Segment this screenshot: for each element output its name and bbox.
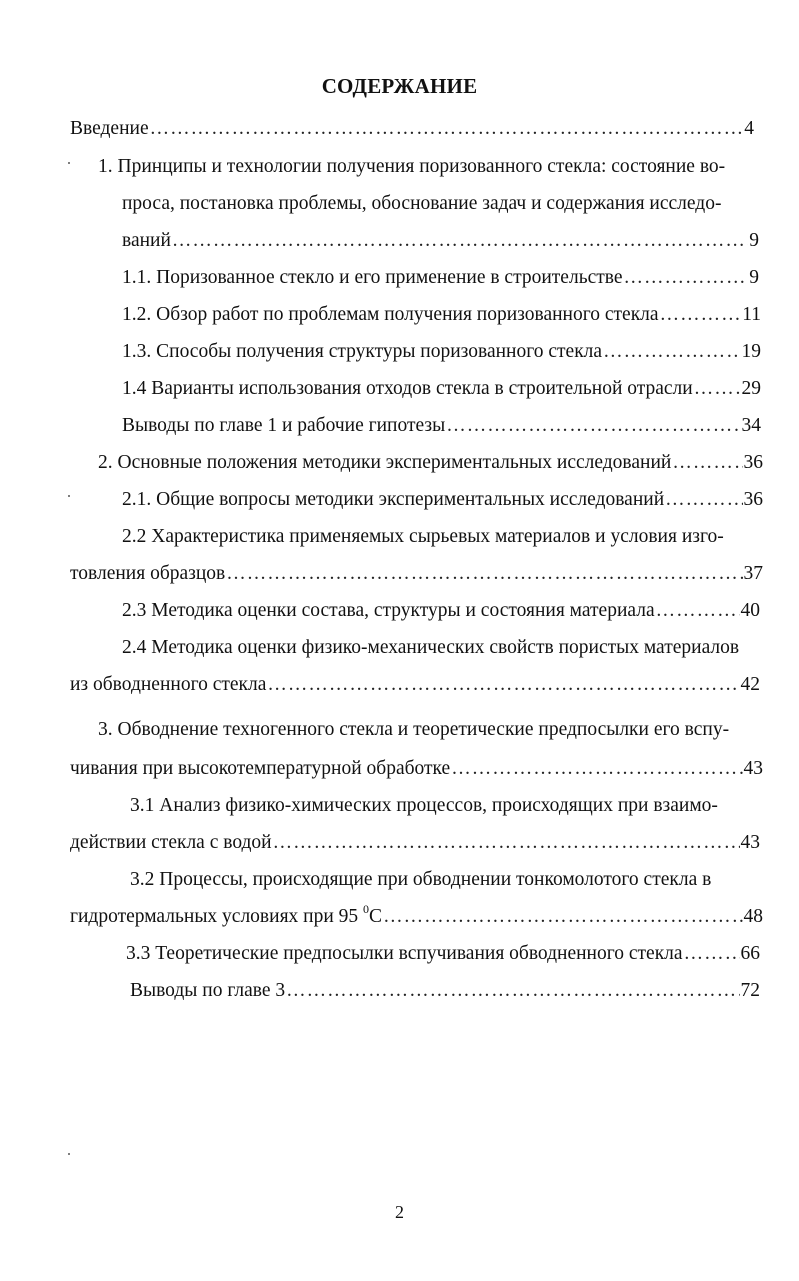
dot-leader	[286, 979, 739, 1003]
dot-leader	[451, 757, 742, 781]
toc-entry-1-1[interactable]	[122, 266, 759, 290]
toc-page-number: 43	[740, 832, 760, 853]
dot-leader	[273, 831, 740, 855]
toc-entry-label	[70, 901, 383, 929]
toc-entry-2-2[interactable]	[70, 562, 763, 586]
toc-page-number: 9	[749, 267, 759, 288]
toc-entry-1-4[interactable]	[122, 377, 761, 401]
toc-page-number: 19	[741, 341, 761, 362]
scan-speck	[68, 162, 70, 164]
toc-entry-chapter-2[interactable]	[98, 451, 763, 475]
toc-entry-1-3[interactable]	[122, 340, 761, 364]
toc-entry-chapter-3[interactable]	[70, 757, 763, 781]
toc-chapter-1-line-2[interactable]: проса, постановка проблемы, обоснование задач и содержания исследо-	[122, 193, 722, 214]
dot-leader	[665, 488, 742, 512]
toc-entry-1-2[interactable]	[122, 303, 761, 327]
toc-page-number: 40	[740, 600, 760, 621]
dot-leader	[672, 451, 742, 475]
toc-entry-2-3[interactable]	[122, 599, 760, 623]
toc-page-number: 36	[743, 452, 763, 473]
toc-page-number: 29	[741, 378, 761, 399]
dot-leader	[660, 303, 742, 327]
dot-leader	[383, 905, 742, 929]
toc-page-number: 48	[743, 906, 763, 927]
page-number: 2	[395, 1202, 404, 1222]
toc-entry-chapter-1[interactable]	[122, 229, 759, 253]
toc-entry-label: 3.3 Теоретические предпосылки вспучивания обводненного стекла	[126, 943, 683, 964]
toc-page-number: 36	[743, 489, 763, 510]
toc-entry-3-2[interactable]	[70, 901, 763, 929]
scan-speck	[68, 1153, 70, 1155]
toc-entry-label: Выводы по главе 1 и рабочие гипотезы	[122, 415, 446, 436]
toc-entry-label-text: гидротермальных условиях при 95	[70, 906, 364, 927]
dot-leader	[603, 340, 740, 364]
toc-entry-label: действии стекла с водой	[70, 832, 272, 853]
toc-entry-conclusions-1[interactable]	[122, 414, 761, 438]
scan-speck	[68, 495, 70, 497]
dot-leader	[150, 117, 744, 141]
dot-leader	[446, 414, 740, 438]
dot-leader	[226, 562, 742, 586]
dot-leader	[684, 942, 740, 966]
toc-page-number: 42	[740, 674, 760, 695]
toc-entry-label: 2.3 Методика оценки состава, структуры и состояния материала	[122, 600, 655, 621]
toc-page-number: 11	[742, 304, 761, 325]
dot-leader	[656, 599, 740, 623]
toc-section-2-2-line-1[interactable]: 2.2 Характеристика применяемых сырьевых материалов и условия изго-	[122, 526, 724, 547]
toc-page-number: 34	[741, 415, 761, 436]
toc-entry-label-unit: С	[369, 906, 383, 927]
toc-entry-label: товления образцов	[70, 563, 226, 584]
toc-entry-label: Введение	[70, 118, 149, 139]
page-title: СОДЕРЖАНИЕ	[321, 74, 478, 98]
dot-leader	[624, 266, 749, 290]
toc-entry-label: из обводненного стекла	[70, 674, 267, 695]
toc-entry-label: Выводы по главе 3	[130, 980, 286, 1001]
toc-entry-label: 2. Основные положения методики экспериментальных исследований	[98, 452, 672, 473]
toc-entry-label: ваний	[122, 230, 171, 251]
toc-section-3-2-line-1[interactable]: 3.2 Процессы, происходящие при обводнении тонкомолотого стекла в	[130, 869, 712, 890]
toc-page-number: 37	[743, 563, 763, 584]
toc-entry-3-3[interactable]	[126, 942, 760, 966]
toc-entry-label: 1.2. Обзор работ по проблемам получения поризованного стекла	[122, 304, 659, 325]
toc-page-number: 66	[740, 943, 760, 964]
toc-page-number: 43	[743, 758, 763, 779]
toc-chapter-3-line-1[interactable]: 3. Обводнение техногенного стекла и теоретические предпосылки его вспу-	[98, 719, 730, 740]
toc-page-number: 4	[744, 118, 754, 139]
toc-entry-label: чивания при высокотемпературной обработке	[70, 758, 451, 779]
toc-page-number: 72	[740, 980, 760, 1001]
toc-entry-2-1[interactable]	[122, 488, 763, 512]
toc-entry-label: 1.4 Варианты использования отходов стекла в строительной отрасли	[122, 378, 693, 399]
toc-entry-2-4[interactable]	[70, 673, 760, 697]
dot-leader	[172, 229, 748, 253]
dot-leader	[694, 377, 741, 401]
toc-entry-intro[interactable]	[70, 117, 754, 141]
degree-superscript: 0	[363, 901, 370, 916]
toc-entry-conclusions-3[interactable]	[130, 979, 760, 1003]
toc-entry-3-1[interactable]	[70, 831, 760, 855]
toc-chapter-1-line-1[interactable]: 1. Принципы и технологии получения поризованного стекла: состояние во-	[98, 156, 726, 177]
toc-section-3-1-line-1[interactable]: 3.1 Анализ физико-химических процессов, происходящих при взаимо-	[130, 795, 718, 816]
dot-leader	[267, 673, 739, 697]
toc-entry-label: 1.3. Способы получения структуры поризованного стекла	[122, 341, 603, 362]
toc-section-2-4-line-1[interactable]: 2.4 Методика оценки физико-механических свойств пористых материалов	[122, 637, 740, 658]
toc-entry-label: 1.1. Поризованное стекло и его применение в строительстве	[122, 267, 623, 288]
toc-page-number: 9	[749, 230, 759, 251]
toc-entry-label: 2.1. Общие вопросы методики экспериментальных исследований	[122, 489, 665, 510]
